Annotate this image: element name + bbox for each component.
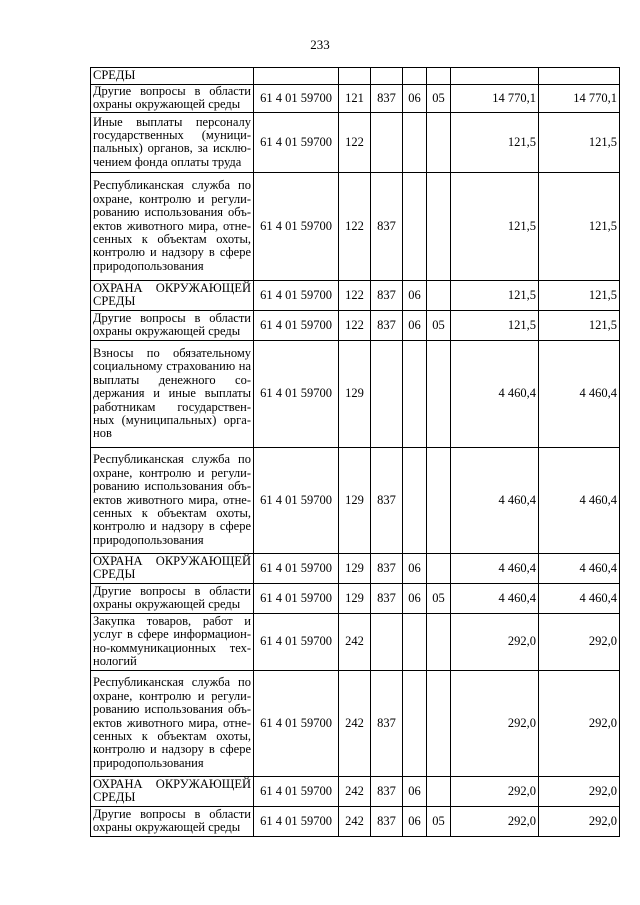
row-section: 06 (403, 280, 427, 310)
row-section (403, 172, 427, 280)
row-name: Республиканская служба по охране, контролю и регули-рованию использования объ-ектов животного мира, отне-сенных к объектам охоты, контролю и надзору в сфере природопользования (91, 670, 254, 776)
row-section (403, 670, 427, 776)
row-name: Закупка товаров, работ и услуг в сфере информацион-но-коммуникационных тех-нологий (91, 613, 254, 670)
row-subsection (427, 670, 451, 776)
row-admin-code: 837 (371, 670, 403, 776)
row-target-code: 61 4 01 59700 (254, 172, 339, 280)
row-name: Другие вопросы в области охраны окружающей среды (91, 85, 254, 113)
row-expense-type (339, 68, 371, 85)
row-amount-1 (451, 68, 539, 85)
row-target-code: 61 4 01 59700 (254, 806, 339, 836)
row-admin-code: 837 (371, 583, 403, 613)
row-amount-1: 292,0 (451, 670, 539, 776)
row-amount-2: 292,0 (539, 806, 620, 836)
row-amount-1: 4 460,4 (451, 583, 539, 613)
row-admin-code (371, 112, 403, 172)
row-amount-2: 4 460,4 (539, 340, 620, 447)
row-target-code: 61 4 01 59700 (254, 583, 339, 613)
row-target-code: 61 4 01 59700 (254, 447, 339, 553)
row-name: Другие вопросы в области охраны окружающей среды (91, 583, 254, 613)
row-amount-2: 4 460,4 (539, 553, 620, 583)
row-subsection: 05 (427, 583, 451, 613)
row-admin-code (371, 68, 403, 85)
row-name: Республиканская служба по охране, контролю и регули-рованию использования объ-ектов животного мира, отне-сенных к объектам охоты, контролю и надзору в сфере природопользования (91, 172, 254, 280)
row-subsection (427, 613, 451, 670)
row-expense-type: 242 (339, 776, 371, 806)
row-target-code: 61 4 01 59700 (254, 613, 339, 670)
row-name: ОХРАНА ОКРУЖАЮЩЕЙ СРЕДЫ (91, 776, 254, 806)
row-amount-2: 14 770,1 (539, 85, 620, 113)
row-target-code: 61 4 01 59700 (254, 280, 339, 310)
table-row (91, 340, 620, 447)
table-row (91, 280, 620, 310)
row-target-code: 61 4 01 59700 (254, 340, 339, 447)
row-amount-1: 121,5 (451, 172, 539, 280)
page-number: 233 (310, 37, 330, 52)
row-expense-type: 129 (339, 553, 371, 583)
row-amount-1: 292,0 (451, 776, 539, 806)
row-name: Другие вопросы в области охраны окружающей среды (91, 806, 254, 836)
table-row (91, 447, 620, 553)
row-expense-type: 242 (339, 670, 371, 776)
row-name: Взносы по обязательному социальному страхованию на выплаты денежного со-держания и иные выплаты работникам государствен-ных (муниципальных) орга-нов (91, 340, 254, 447)
table-row (91, 68, 620, 85)
table-row (91, 172, 620, 280)
row-amount-2: 4 460,4 (539, 447, 620, 553)
row-target-code: 61 4 01 59700 (254, 310, 339, 340)
row-subsection (427, 776, 451, 806)
table-row (91, 310, 620, 340)
table-body (91, 68, 620, 837)
row-amount-1: 4 460,4 (451, 447, 539, 553)
row-section (403, 447, 427, 553)
row-name: Республиканская служба по охране, контролю и регули-рованию использования объ-ектов животного мира, отне-сенных к объектам охоты, контролю и надзору в сфере природопользования (91, 447, 254, 553)
row-amount-2: 121,5 (539, 310, 620, 340)
row-subsection (427, 172, 451, 280)
row-amount-1: 121,5 (451, 280, 539, 310)
row-expense-type: 242 (339, 613, 371, 670)
row-admin-code: 837 (371, 310, 403, 340)
row-subsection (427, 68, 451, 85)
row-section: 06 (403, 806, 427, 836)
row-target-code (254, 68, 339, 85)
row-section: 06 (403, 776, 427, 806)
row-subsection (427, 112, 451, 172)
row-subsection (427, 280, 451, 310)
row-expense-type: 122 (339, 310, 371, 340)
table-row (91, 112, 620, 172)
row-section (403, 340, 427, 447)
row-amount-2: 292,0 (539, 776, 620, 806)
row-subsection: 05 (427, 806, 451, 836)
row-section: 06 (403, 553, 427, 583)
table-row (91, 613, 620, 670)
row-expense-type: 122 (339, 280, 371, 310)
row-target-code: 61 4 01 59700 (254, 553, 339, 583)
row-amount-2: 121,5 (539, 112, 620, 172)
table-row (91, 806, 620, 836)
row-section (403, 68, 427, 85)
row-name: Другие вопросы в области охраны окружающей среды (91, 310, 254, 340)
row-amount-2: 121,5 (539, 280, 620, 310)
row-section (403, 613, 427, 670)
row-expense-type: 129 (339, 340, 371, 447)
row-amount-1: 14 770,1 (451, 85, 539, 113)
row-amount-1: 4 460,4 (451, 553, 539, 583)
row-admin-code: 837 (371, 447, 403, 553)
row-expense-type: 129 (339, 447, 371, 553)
row-subsection: 05 (427, 85, 451, 113)
row-admin-code: 837 (371, 806, 403, 836)
row-admin-code: 837 (371, 280, 403, 310)
row-admin-code: 837 (371, 553, 403, 583)
row-target-code: 61 4 01 59700 (254, 112, 339, 172)
table-row (91, 670, 620, 776)
row-section: 06 (403, 310, 427, 340)
row-amount-2: 292,0 (539, 670, 620, 776)
row-expense-type: 129 (339, 583, 371, 613)
row-amount-2: 292,0 (539, 613, 620, 670)
row-amount-2: 4 460,4 (539, 583, 620, 613)
table-row (91, 776, 620, 806)
row-amount-1: 292,0 (451, 806, 539, 836)
row-amount-1: 292,0 (451, 613, 539, 670)
row-subsection (427, 340, 451, 447)
table-row (91, 85, 620, 113)
row-name: ОХРАНА ОКРУЖАЮЩЕЙ СРЕДЫ (91, 553, 254, 583)
row-admin-code (371, 613, 403, 670)
row-expense-type: 242 (339, 806, 371, 836)
table-row (91, 583, 620, 613)
row-section: 06 (403, 583, 427, 613)
row-admin-code: 837 (371, 85, 403, 113)
row-amount-1: 4 460,4 (451, 340, 539, 447)
row-subsection: 05 (427, 310, 451, 340)
row-expense-type: 121 (339, 85, 371, 113)
row-name: Иные выплаты персоналу государственных (муници-пальных) органов, за исклю-чением фонда оплаты труда (91, 112, 254, 172)
row-section (403, 112, 427, 172)
row-name: ОХРАНА ОКРУЖАЮЩЕЙ СРЕДЫ (91, 280, 254, 310)
row-subsection (427, 447, 451, 553)
row-target-code: 61 4 01 59700 (254, 776, 339, 806)
row-name: СРЕДЫ (91, 68, 254, 85)
row-subsection (427, 553, 451, 583)
row-amount-1: 121,5 (451, 310, 539, 340)
budget-table (90, 67, 620, 837)
row-expense-type: 122 (339, 112, 371, 172)
row-amount-2: 121,5 (539, 172, 620, 280)
row-target-code: 61 4 01 59700 (254, 85, 339, 113)
row-target-code: 61 4 01 59700 (254, 670, 339, 776)
row-admin-code: 837 (371, 172, 403, 280)
row-admin-code: 837 (371, 776, 403, 806)
row-amount-1: 121,5 (451, 112, 539, 172)
row-admin-code (371, 340, 403, 447)
table-row (91, 553, 620, 583)
row-amount-2 (539, 68, 620, 85)
row-expense-type: 122 (339, 172, 371, 280)
row-section: 06 (403, 85, 427, 113)
